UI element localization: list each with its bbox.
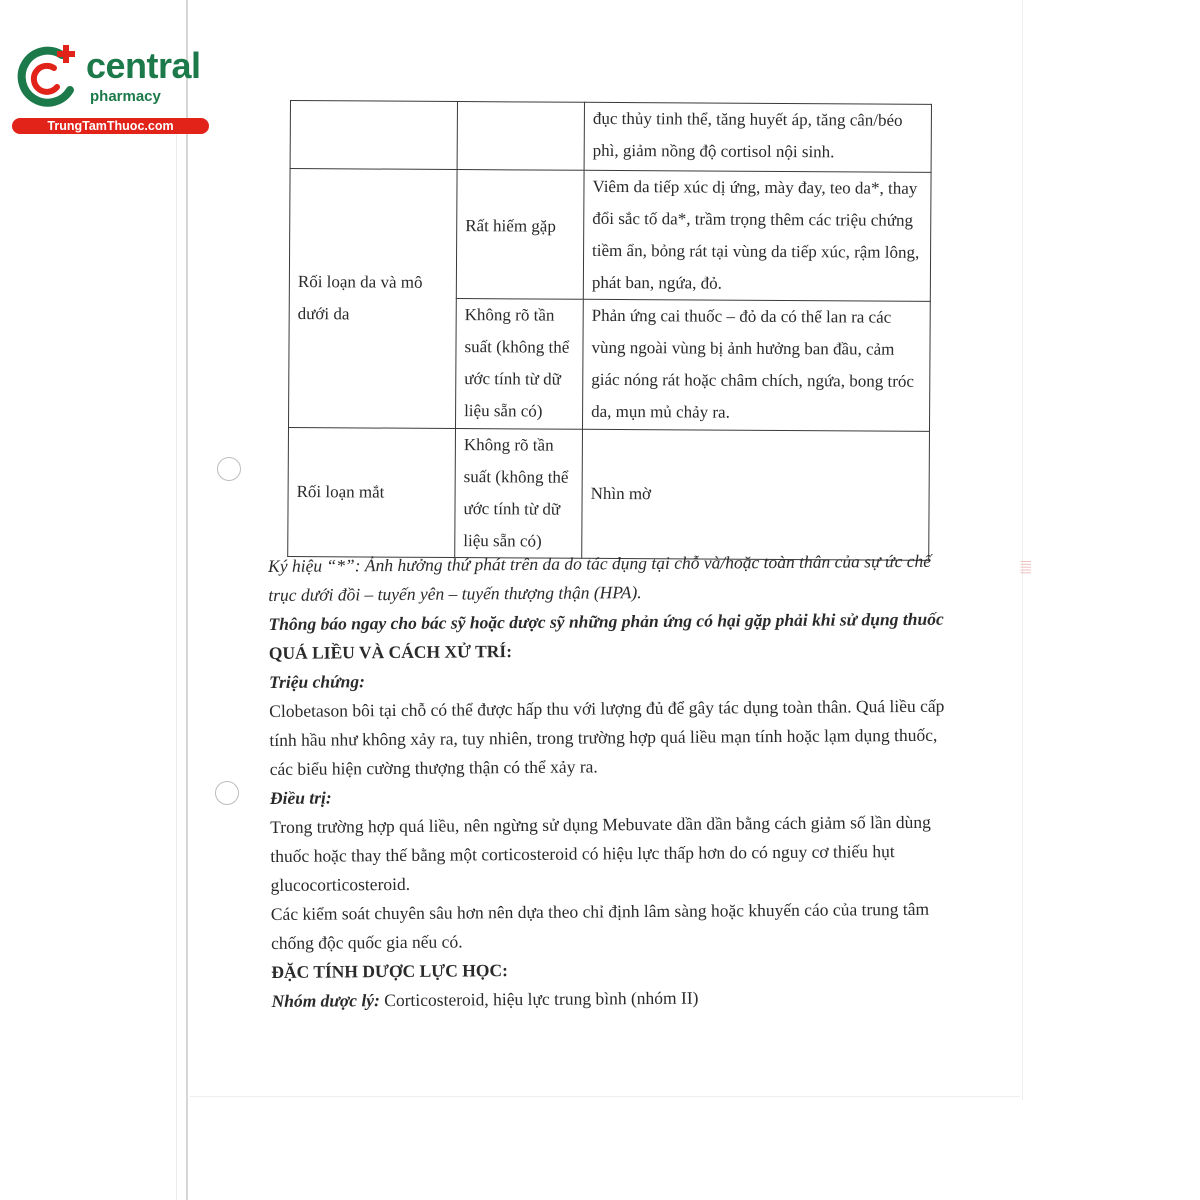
adverse-reactions-table xyxy=(287,100,932,561)
table-cell xyxy=(457,102,584,171)
table-cell-frequency: Rất hiếm gặp xyxy=(456,170,584,300)
punch-hole xyxy=(215,781,239,805)
subheading-symptoms: Triệu chứng: xyxy=(268,671,365,692)
warning-note: Thông báo ngay cho bác sỹ hoặc dược sỹ những phản ứng có hại gặp phải khi sử dụng thuốc xyxy=(268,608,944,634)
logo-url-bar[interactable]: TrungTamThuoc.com xyxy=(12,118,209,134)
table-cell: đục thủy tinh thể, tăng huyết áp, tăng cân/béo phì, giảm nồng độ cortisol nội sinh. xyxy=(584,102,931,172)
page-edge-line xyxy=(176,120,177,1200)
table-row xyxy=(290,101,931,173)
section-heading-pharmacodynamics: ĐẶC TÍNH DƯỢC LỰC HỌC: xyxy=(271,960,508,982)
paragraph-treatment: Trong trường hợp quá liều, nên ngừng sử dụng Mebuvate dần dần bằng cách giảm số lần dùng thuốc hoặc thay thế bằng một corticosteroid có hiệu lực thấp hơn do có nguy cơ thiếu hụt glucocorticosteroid. xyxy=(270,811,931,895)
table-cell-frequency: Không rõ tần suất (không thể ước tính từ dữ liệu sẵn có) xyxy=(455,429,583,559)
logo-wordmark: central xyxy=(86,45,201,86)
pharmacological-group-value: Corticosteroid, hiệu lực trung bình (nhóm II) xyxy=(379,987,699,1011)
page-edge-line xyxy=(190,1096,1020,1097)
paragraph-treatment-2: Các kiểm soát chuyên sâu hơn nên dựa theo chỉ định lâm sàng hoặc khuyến cáo của trung tâm chống độc quốc gia nếu có. xyxy=(270,898,930,953)
table-cell-reaction: Viêm da tiếp xúc dị ứng, mày đay, teo da*, thay đổi sắc tố da*, trầm trọng thêm các triệu chứng tiềm ẩn, bỏng rát tại vùng da tiếp xúc, rậm lông, phát ban, ngứa, đỏ. xyxy=(583,170,931,301)
subheading-treatment: Điều trị: xyxy=(269,787,332,808)
paragraph-symptoms: Clobetason bôi tại chỗ có thể được hấp thu với lượng đủ để gây tác dụng toàn thân. Quá liều cấp tính hầu như không xảy ra, tuy nhiên, trong trường hợp quá liều mạn tính hoặc lạm dụng thuốc, các biểu hiện cường thượng thận có thể xảy ra. xyxy=(269,695,945,779)
footnote: Ký hiệu “*”: Ảnh hưởng thứ phát trên da do tác dụng tại chỗ và/hoặc toàn thân của sự ức chế trục dưới đồi – tuyến yên – tuyến thượng thận (HPA). xyxy=(268,550,932,605)
punch-hole xyxy=(217,457,241,481)
document-body xyxy=(268,547,962,1016)
table-cell xyxy=(290,101,457,170)
table-cell-reaction: Nhìn mờ xyxy=(582,429,930,560)
table-row xyxy=(288,427,930,560)
pharmacological-group xyxy=(271,982,961,1016)
table-row xyxy=(289,169,931,302)
stamp-mark: ||||| xyxy=(1020,560,1032,575)
logo-subtitle: pharmacy xyxy=(90,88,161,105)
table-cell-frequency: Không rõ tần suất (không thể ước tính từ dữ liệu sẵn có) xyxy=(455,299,583,430)
table-cell-system-organ: Rối loạn mắt xyxy=(288,427,456,557)
pharmacological-group-label: Nhóm dược lý: xyxy=(271,990,380,1011)
table-cell-reaction: Phản ứng cai thuốc – đỏ da có thể lan ra các vùng ngoài vùng bị ảnh hưởng ban đầu, cảm giác nóng rát hoặc châm chích, ngứa, bong tróc da, mụn mủ chảy ra. xyxy=(582,299,930,431)
section-heading-overdose: QUÁ LIỀU VÀ CÁCH XỬ TRÍ: xyxy=(268,641,513,663)
page-edge-line xyxy=(186,0,188,1200)
cross-c-icon xyxy=(10,38,90,118)
page-edge-line xyxy=(1022,0,1023,1100)
table-cell-system-organ: Rối loạn da và mô dưới da xyxy=(288,169,457,429)
